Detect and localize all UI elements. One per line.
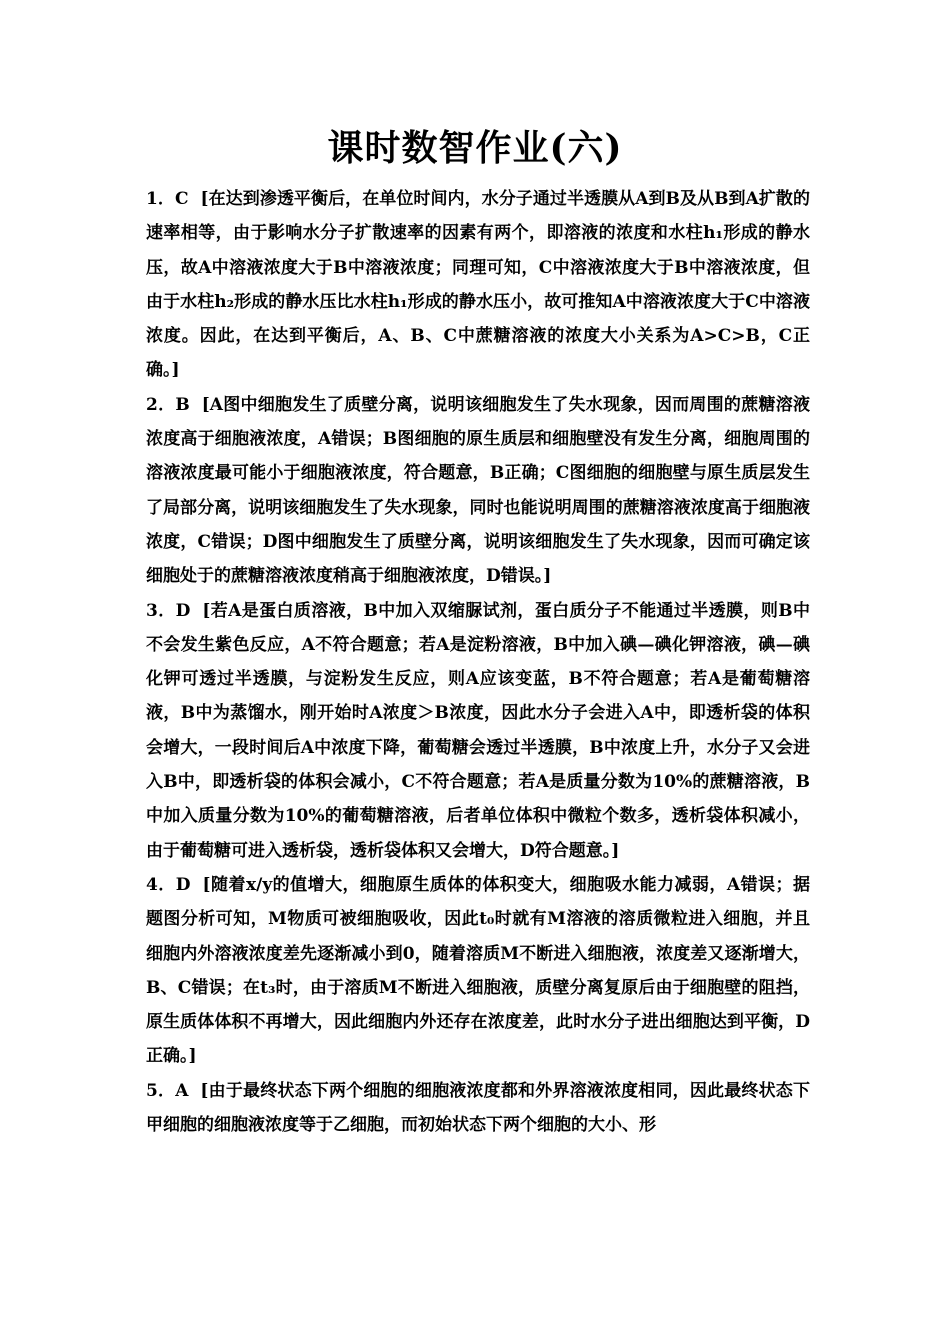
- answer-text: [若A是蛋白质溶液，B中加入双缩脲试剂，蛋白质分子不能通过半透膜，则B中不会发生紫色反应，A不符合题意；若A是淀粉溶液，B中加入碘—碘化钾溶液，碘—碘化钾可透过半透膜，与淀粉发生反应，则A应该变蓝，B不符合题意；若A是葡萄糖溶液，B中为蒸馏水，刚开始时A浓度＞B浓度，因此水分子会进入A中，即透析袋的体积会增大，一段时间后A中浓度下降，葡萄糖会透过半透膜，B中浓度上升，水分子又会进入B中，即透析袋的体积会减小，C不符合题意；若A是质量分数为10%的蔗糖溶液，B中加入质量分数为10%的葡萄糖溶液，后者单位体积中微粒个数多，透析袋体积减小，由于葡萄糖可进入透析袋，透析袋体积又会增大，D符合题意。]: [146, 600, 810, 861]
- page-title: 课时数智作业(六): [327, 127, 623, 169]
- answer-item: [146, 594, 810, 868]
- answer-list: [146, 182, 810, 1142]
- answer-item: [146, 388, 810, 594]
- answer-label: 2．B: [146, 394, 190, 415]
- answer-label: 1．C: [146, 189, 189, 209]
- answer-label: 5．A: [146, 1080, 189, 1101]
- answer-label: 3．D: [146, 600, 191, 621]
- answer-item: [146, 1074, 810, 1143]
- answer-text: [由于最终状态下两个细胞的细胞液浓度都和外界溶液浓度相同，因此最终状态下甲细胞的细胞液浓度等于乙细胞，而初始状态下两个细胞的大小、形: [146, 1080, 810, 1136]
- answer-item: [146, 868, 810, 1074]
- answer-text: [在达到渗透平衡后，在单位时间内，水分子通过半透膜从A到B及从B到A扩散的速率相等，由于影响水分子扩散速率的因素有两个，即溶液的浓度和水柱h₁形成的静水压，故A中溶液浓度大于B中溶液浓度；同理可知，C中溶液浓度大于B中溶液浓度，但由于水柱h₂形成的静水压比水柱h₁形成的静水压小，故可推知A中溶液浓度大于C中溶液浓度。因此，在达到平衡后，A、B、C中蔗糖溶液的浓度大小关系为A>C>B，C正确。]: [146, 189, 810, 381]
- answer-label: 4．D: [146, 874, 191, 895]
- answer-text: [随着x/y的值增大，细胞原生质体的体积变大，细胞吸水能力减弱，A错误；据题图分析可知，M物质可被细胞吸收，因此t₀时就有M溶液的溶质微粒进入细胞，并且细胞内外溶液浓度差先逐渐减小到0，随着溶质M不断进入细胞液，浓度差又逐渐增大，B、C错误；在t₃时，由于溶质M不断进入细胞液，质壁分离复原后由于细胞壁的阻挡，原生质体体积不再增大，因此细胞内外还存在浓度差，此时水分子进出细胞达到平衡，D正确。]: [146, 874, 810, 1067]
- answer-text: [A图中细胞发生了质壁分离，说明该细胞发生了失水现象，因而周围的蔗糖溶液浓度高于细胞液浓度，A错误；B图细胞的原生质层和细胞壁没有发生分离，细胞周围的溶液浓度最可能小于细胞液浓度，符合题意，B正确；C图细胞的细胞壁与原生质层发生了局部分离，说明该细胞发生了失水现象，同时也能说明周围的蔗糖溶液浓度高于细胞液浓度，C错误；D图中细胞发生了质壁分离，说明该细胞发生了失水现象，因而可确定该细胞处于的蔗糖溶液浓度稍高于细胞液浓度，D错误。]: [146, 394, 810, 587]
- answer-item: [146, 182, 810, 388]
